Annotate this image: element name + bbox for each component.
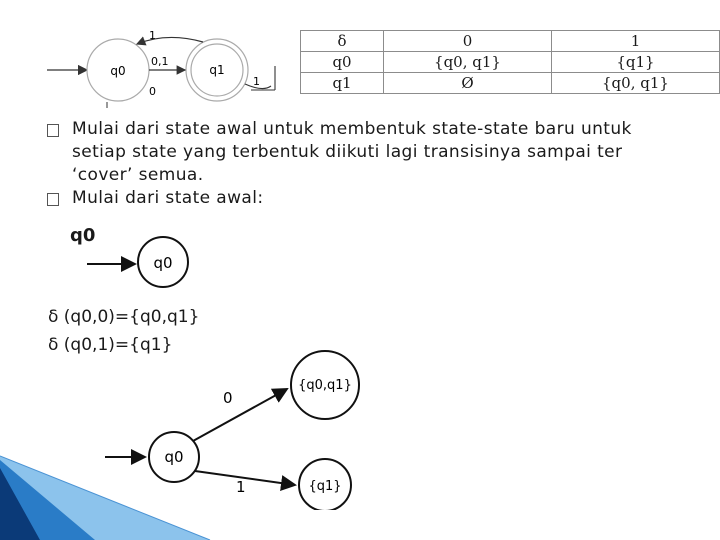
nfa-state-q1-label: q1 [209, 63, 225, 77]
table-cell: Ø [384, 73, 552, 94]
bullet-text: Mulai dari state awal: [72, 188, 264, 208]
dfa-state-q0-label: q0 [153, 254, 173, 272]
dfa2-state-q0q1-label: {q0,q1} [298, 378, 352, 393]
nfa-edge-middle-label: 0,1 [151, 55, 169, 68]
list-item [44, 187, 684, 210]
table-row [301, 73, 720, 94]
nfa-edge-q1-q0-top [137, 37, 203, 44]
dfa2-edge-0-label: 0 [223, 389, 233, 407]
transition-formula: δ (q0,0)={q0,q1} [48, 307, 200, 327]
table-cell: q0 [301, 52, 384, 73]
nfa-edge-bottom-label: 0 [149, 85, 156, 98]
table-header-cell: δ [301, 31, 384, 52]
list-item [44, 118, 684, 187]
bullet-text: Mulai dari state awal untuk membentuk state-state baru untuk setiap state yang terbentuk diikuti lagi transisinya sampai ter ‘cover’ semua. [72, 119, 632, 185]
dfa-expanded-diagram [95, 345, 375, 510]
dfa2-edge-0 [193, 389, 287, 441]
nfa-diagram [45, 28, 285, 108]
table-cell: q1 [301, 73, 384, 94]
dfa2-state-q1-label: {q1} [308, 479, 342, 494]
table-header-cell: 1 [551, 31, 719, 52]
table-header-cell: 0 [384, 31, 552, 52]
transition-table [300, 30, 720, 94]
dfa2-state-q0-label: q0 [164, 448, 184, 466]
transition-formula: δ (q0,1)={q1} [48, 335, 173, 355]
dfa-start-diagram [85, 235, 205, 290]
nfa-state-q0-label: q0 [110, 64, 126, 78]
checkbox-bullet-icon [47, 124, 59, 137]
start-state-heading: q0 [70, 225, 96, 246]
bullet-list [44, 118, 684, 210]
dfa2-edge-1-label: 1 [236, 478, 246, 496]
nfa-edge-loop-label: 1 [253, 75, 260, 88]
checkbox-bullet-icon [47, 193, 59, 206]
nfa-edge-top-label: 1 [149, 29, 156, 42]
table-row [301, 52, 720, 73]
table-cell: {q1} [551, 52, 719, 73]
table-cell: {q0, q1} [551, 73, 719, 94]
table-header-row [301, 31, 720, 52]
table-cell: {q0, q1} [384, 52, 552, 73]
